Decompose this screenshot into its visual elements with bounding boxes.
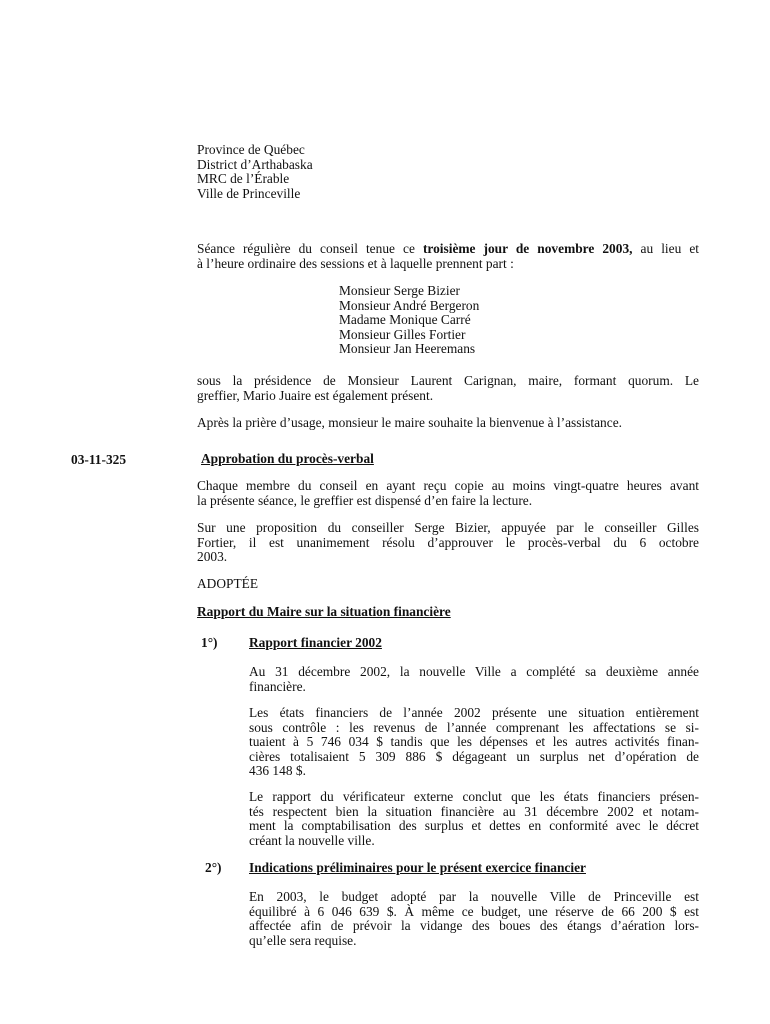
attendee-list [339,284,579,357]
address-block [197,143,457,201]
section-2-paragraph-1: En 2003, le budget adopté par la nouvelle Ville de Princeville est équilibré à 6 046 639 $. À même ce budget, une réserve de 66 200 $ est affectée afin de prévoir la vidange des boues des étangs d’aération lors- qu’elle sera requise. [249,889,699,948]
intro-paragraph [197,242,699,271]
welcome-paragraph: Après la prière d’usage, monsieur le maire souhaite la bienvenue à l’assistance. [197,415,622,430]
intro-line-1: Séance régulière du conseil tenue ce troisième jour de novembre 2003, au lieu et [197,241,699,256]
report-title: Rapport du Maire sur la situation financière [197,604,451,619]
section-1-title: Rapport financier 2002 [249,635,382,650]
attendee: Monsieur Gilles Fortier [339,326,466,342]
resolution-number: 03-11-325 [71,452,127,467]
attendee: Madame Monique Carré [339,312,471,328]
section-1-paragraph-1: Au 31 décembre 2002, la nouvelle Ville a complété sa deuxième année financière. [249,664,699,694]
resolution-paragraph-1: Chaque membre du conseil en ayant reçu copie au moins vingt-quatre heures avant la présente séance, le greffier est dispensé d’en faire la lecture. [197,478,699,508]
section-2-number: 2°) [205,860,222,875]
resolution-paragraph-2: Sur une proposition du conseiller Serge Bizier, appuyée par le conseiller Gilles Fortier, il est unanimement résolu d’approuver le procès-verbal du 6 octobre 2003. [197,520,699,565]
section-1-paragraph-2: Les états financiers de l’année 2002 présente une situation entièrement sous contrôle : les revenus de l’année comprenant les affectations se si- tuaient à 5 746 034 $ tandis que les dépenses et les autres activités finan- cières totalisaient 5 309 886 $ dégageant un surplus net d’opération de 436 148 $. [249,705,699,779]
section-2-title: Indications préliminaires pour le présent exercice financier [249,860,586,875]
address-province: Province de Québec [197,142,305,157]
section-1-paragraph-3: Le rapport du vérificateur externe conclut que les états financiers présen- tés respectent bien la situation financière au 31 décembre 2002 et notam- ment la comptabilisation des surplus et dettes en conformité avec le décret créant la nouvelle ville. [249,789,699,848]
address-city: Ville de Princeville [197,185,301,201]
address-district: District d’Arthabaska [197,156,313,172]
intro-line-2: à l’heure ordinaire des sessions et à laquelle prennent part : [197,255,514,271]
presidence-paragraph: sous la présidence de Monsieur Laurent Carignan, maire, formant quorum. Le greffier, Mario Juaire est également présent. [197,373,699,403]
attendee: Monsieur Serge Bizier [339,283,460,298]
address-mrc: MRC de l’Érable [197,171,290,187]
attendee: Monsieur Jan Heeremans [339,341,476,357]
meeting-date: troisième jour de novembre 2003, [422,241,633,256]
adopted-label: ADOPTÉE [197,576,258,591]
attendee: Monsieur André Bergeron [339,297,480,313]
section-1-number: 1°) [201,635,218,650]
resolution-title: Approbation du procès-verbal [201,451,374,466]
